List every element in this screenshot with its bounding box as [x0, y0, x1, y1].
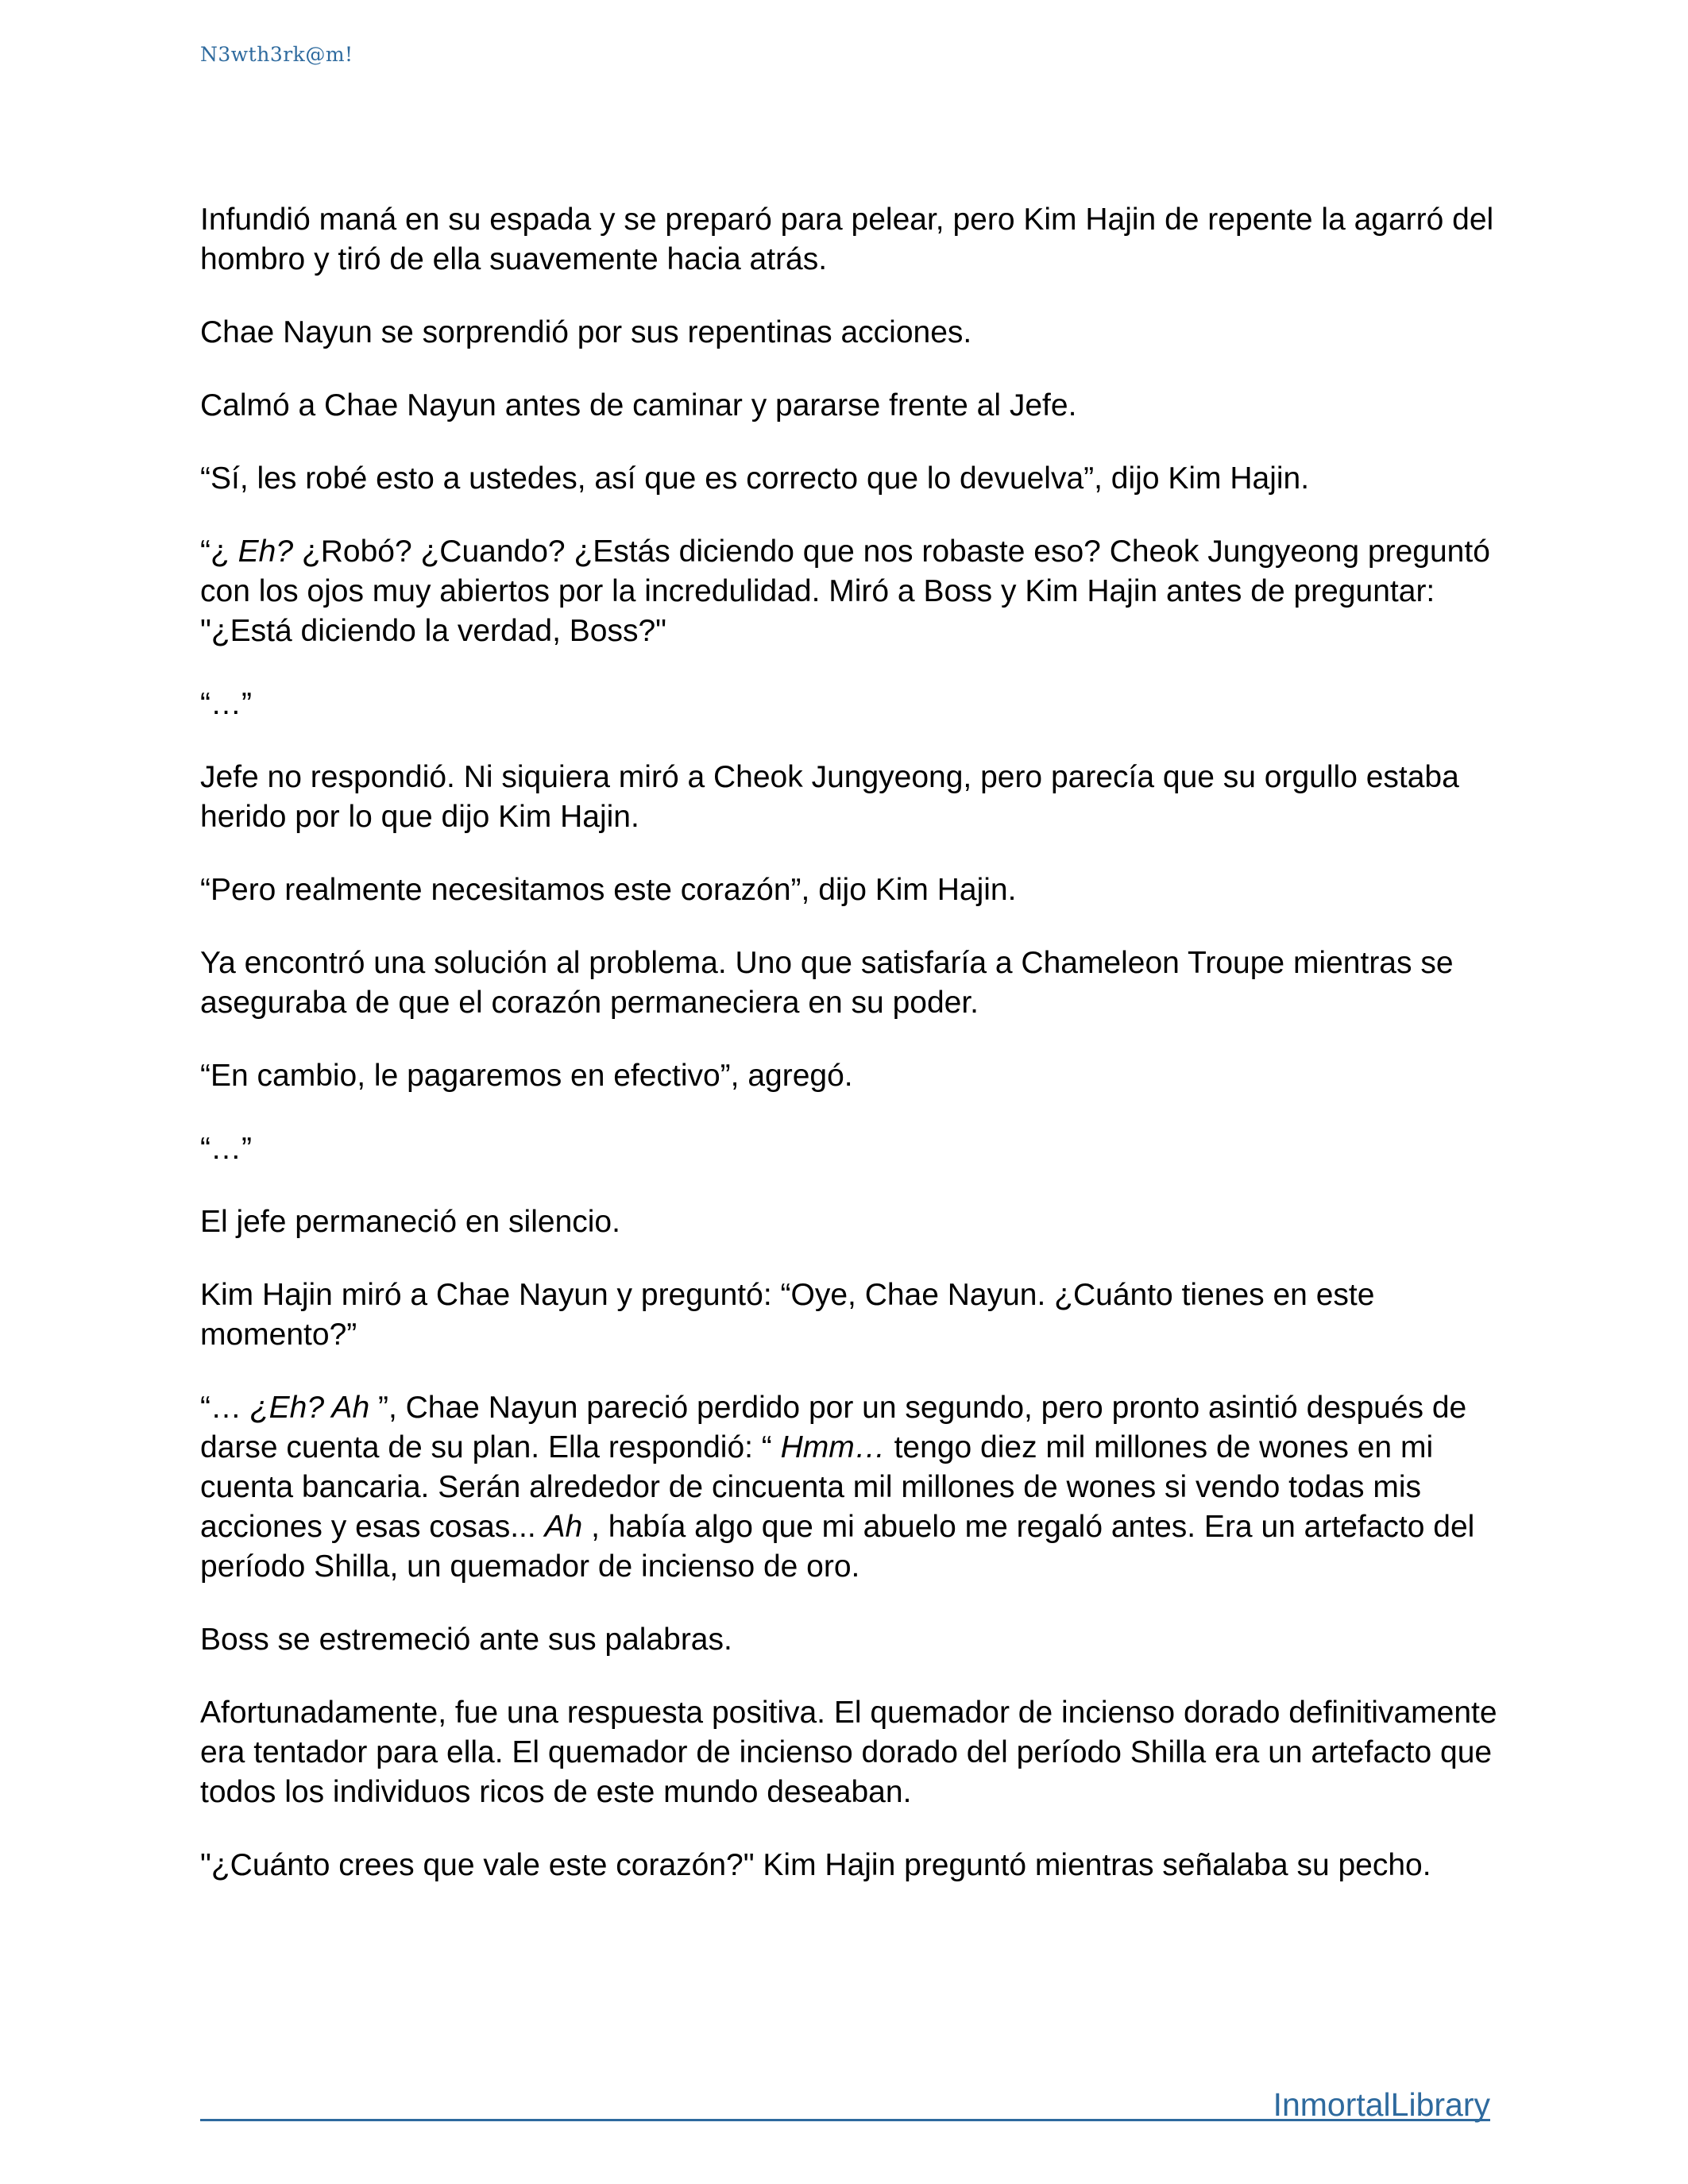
text-segment: “Sí, les robé esto a ustedes, así que es correcto que lo devuelva”, dijo Kim Hajin.	[200, 461, 1310, 496]
document-body	[200, 200, 1503, 1919]
paragraph	[200, 1693, 1503, 1812]
paragraph	[200, 1056, 1503, 1096]
footer-site-link[interactable]: InmortalLibrary	[1273, 2086, 1490, 2123]
text-segment: El jefe permaneció en silencio.	[200, 1205, 620, 1239]
paragraph	[200, 386, 1503, 426]
paragraph	[200, 1129, 1503, 1169]
text-segment: “…	[200, 1391, 250, 1425]
paragraph	[200, 1620, 1503, 1660]
text-segment: “…”	[200, 687, 252, 721]
text-segment: Calmó a Chae Nayun antes de caminar y pararse frente al Jefe.	[200, 388, 1077, 423]
text-segment: ”, Chae Nayun pareció perdido por un segundo, pero pronto asintió después de darse cuenta de su plan. Ella respondió: “	[200, 1391, 1467, 1464]
text-segment: Kim Hajin miró a Chae Nayun y preguntó: “Oye, Chae Nayun. ¿Cuánto tienes en este momento?”	[200, 1278, 1375, 1352]
italic-text: Eh?	[238, 534, 294, 569]
text-segment: “¿	[200, 534, 238, 569]
text-segment: “…”	[200, 1132, 252, 1166]
header-watermark: N3wth3rk@m!	[200, 43, 353, 66]
paragraph	[200, 943, 1503, 1023]
paragraph	[200, 758, 1503, 837]
paragraph	[200, 1388, 1503, 1587]
text-segment: , había algo que mi abuelo me regaló antes. Era un artefacto del período Shilla, un quemador de incienso de oro.	[200, 1510, 1475, 1584]
paragraph	[200, 459, 1503, 499]
paragraph	[200, 1846, 1503, 1885]
paragraph	[200, 870, 1503, 910]
paragraph	[200, 1275, 1503, 1355]
italic-text: ¿Eh? Ah	[249, 1391, 370, 1425]
text-segment: Boss se estremeció ante sus palabras.	[200, 1623, 732, 1657]
paragraph	[200, 685, 1503, 724]
text-segment: “En cambio, le pagaremos en efectivo”, agregó.	[200, 1059, 853, 1093]
italic-text: Ah	[544, 1510, 583, 1544]
text-segment: Ya encontró una solución al problema. Uno que satisfaría a Chameleon Troupe mientras se aseguraba de que el corazón permaneciera en su poder.	[200, 946, 1454, 1020]
paragraph	[200, 532, 1503, 651]
paragraph	[200, 200, 1503, 280]
paragraph	[200, 1202, 1503, 1242]
text-segment: Chae Nayun se sorprendió por sus repentinas acciones.	[200, 315, 972, 349]
text-segment: Jefe no respondió. Ni siquiera miró a Cheok Jungyeong, pero parecía que su orgullo estaba herido por lo que dijo Kim Hajin.	[200, 760, 1459, 834]
text-segment: “Pero realmente necesitamos este corazón”, dijo Kim Hajin.	[200, 873, 1017, 907]
text-segment: Afortunadamente, fue una respuesta positiva. El quemador de incienso dorado definitivamente era tentador para ella. El quemador de incienso dorado del período Shilla era un artefacto que todos los individuos ricos de este mundo deseaban.	[200, 1696, 1497, 1809]
italic-text: Hmm…	[780, 1430, 886, 1464]
paragraph	[200, 313, 1503, 353]
text-segment: Infundió maná en su espada y se preparó para pelear, pero Kim Hajin de repente la agarró del hombro y tiró de ella suavemente hacia atrás.	[200, 203, 1494, 276]
text-segment: tengo diez mil millones de wones en mi cuenta bancaria. Serán alrededor de cincuenta mil millones de wones si vendo todas mis acciones y esas cosas...	[200, 1430, 1434, 1544]
text-segment: ¿Robó? ¿Cuando? ¿Estás diciendo que nos robaste eso? Cheok Jungyeong preguntó con los ojos muy abiertos por la incredulidad. Miró a Boss y Kim Hajin antes de preguntar: "¿Está diciendo la verdad, Boss?"	[200, 534, 1490, 648]
text-segment: "¿Cuánto crees que vale este corazón?" Kim Hajin preguntó mientras señalaba su pecho.	[200, 1848, 1431, 1882]
